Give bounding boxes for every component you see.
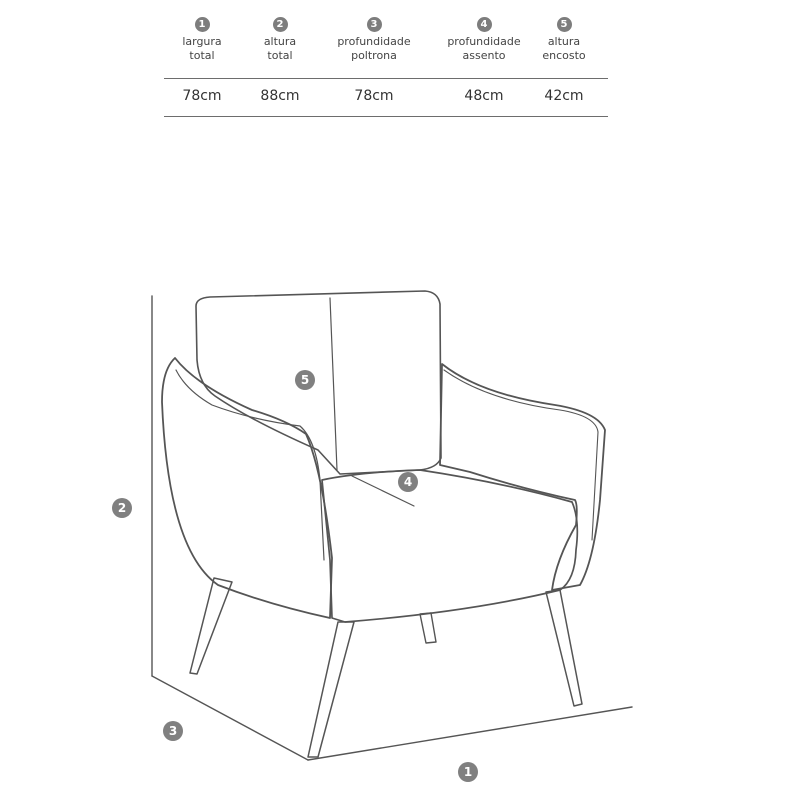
right-arm-piping — [444, 370, 598, 540]
spec-value: 88cm — [260, 88, 300, 104]
leg-front-right — [308, 622, 354, 757]
spec-value: 48cm — [464, 88, 504, 104]
width-marker: 1 — [458, 762, 478, 782]
depth-marker: 3 — [163, 721, 183, 741]
depth-dimension-line — [152, 676, 308, 760]
left-arm — [162, 358, 332, 618]
backrest-height-marker: 5 — [295, 370, 315, 390]
height-marker: 2 — [112, 498, 132, 518]
leg-back-left — [420, 613, 436, 643]
spec-label: profundidade assento — [447, 35, 521, 62]
number-badge: 4 — [477, 17, 492, 32]
spec-label: altura total — [263, 35, 297, 62]
spec-value: 78cm — [182, 88, 222, 104]
leg-front-left — [190, 578, 232, 674]
spec-value: 42cm — [544, 88, 584, 104]
left-arm-piping — [176, 370, 324, 560]
seat-depth-marker: 4 — [398, 472, 418, 492]
width-dimension-line — [308, 707, 632, 760]
number-badge: 1 — [195, 17, 210, 32]
spec-value: 78cm — [354, 88, 394, 104]
backrest-seam — [330, 298, 337, 470]
number-badge: 5 — [557, 17, 572, 32]
number-badge: 3 — [367, 17, 382, 32]
spec-label: largura total — [182, 35, 222, 62]
number-badge: 2 — [273, 17, 288, 32]
spec-label: profundidade poltrona — [337, 35, 411, 62]
seat-cushion — [322, 470, 577, 622]
leg-back-right — [546, 590, 582, 706]
backrest-cushion — [196, 291, 441, 474]
spec-label: altura encosto — [542, 35, 586, 62]
